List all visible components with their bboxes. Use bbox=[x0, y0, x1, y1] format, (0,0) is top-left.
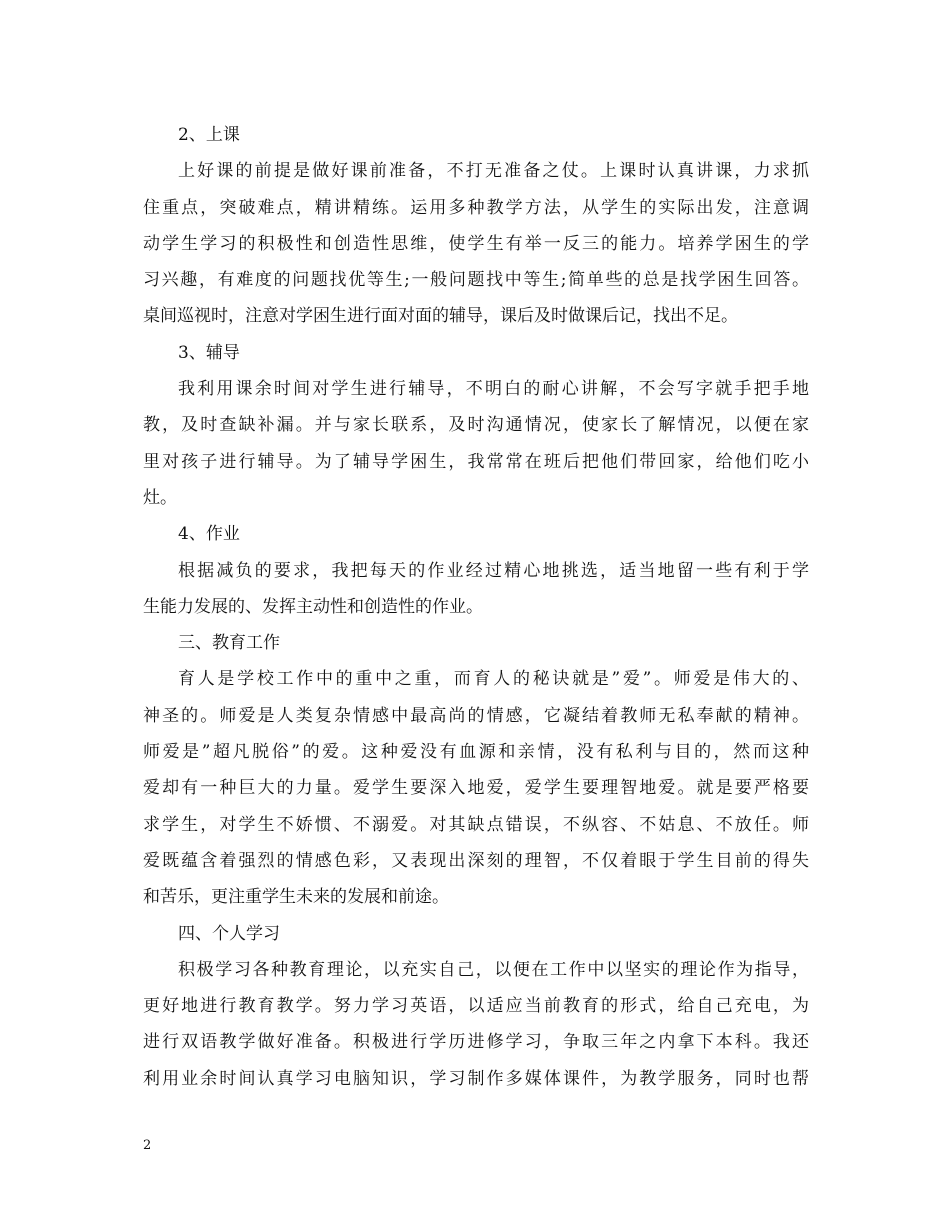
paragraph-line: 上好课的前提是做好课前准备，不打无准备之仗。上课时认真讲课，力求抓 bbox=[178, 161, 809, 182]
body-paragraph bbox=[143, 553, 809, 626]
paragraph-line: 里对孩子进行辅导。为了辅导学困生，我常常在班后把他们带回家，给他们吃小 bbox=[143, 451, 809, 472]
section-heading bbox=[143, 916, 809, 952]
paragraph-line: 灶。 bbox=[143, 487, 177, 508]
body-paragraph bbox=[143, 153, 809, 334]
paragraph-line: 更好地进行教育教学。努力学习英语，以适应当前教育的形式，给自己充电，为 bbox=[143, 996, 809, 1017]
paragraph-line: 我利用课余时间对学生进行辅导，不明白的耐心讲解，不会写字就手把手地 bbox=[178, 379, 809, 400]
body-paragraph bbox=[143, 661, 809, 915]
paragraph-line: 积极学习各种教育理论，以充实自己，以便在工作中以坚实的理论作为指导， bbox=[178, 959, 809, 980]
paragraph-line: 利用业余时间认真学习电脑知识，学习制作多媒体课件，为教学服务，同时也帮 bbox=[143, 1068, 809, 1089]
section-heading bbox=[143, 625, 809, 661]
section-heading bbox=[143, 117, 809, 153]
section-heading bbox=[143, 516, 809, 552]
page-number: 2 bbox=[143, 1138, 152, 1153]
paragraph-line: 根据减负的要求，我把每天的作业经过精心地挑选，适当地留一些有利于学 bbox=[178, 560, 809, 581]
paragraph-line: 求学生，对学生不娇惯、不溺爱。对其缺点错误，不纵容、不姑息、不放任。师 bbox=[143, 814, 809, 835]
heading-line: 三、教育工作 bbox=[178, 633, 280, 654]
paragraph-line: 爱却有一种巨大的力量。爱学生要深入地爱，爱学生要理智地爱。就是要严格要 bbox=[143, 778, 809, 799]
paragraph-line: 神圣的。师爱是人类复杂情感中最高尚的情感，它凝结着教师无私奉献的精神。 bbox=[143, 705, 809, 726]
paragraph-line: 和苦乐，更注重学生未来的发展和前途。 bbox=[143, 887, 449, 908]
body-paragraph bbox=[143, 952, 809, 1097]
paragraph-line: 桌间巡视时，注意对学困生进行面对面的辅导，课后及时做课后记，找出不足。 bbox=[143, 306, 738, 327]
paragraph-line: 爱既蕴含着强烈的情感色彩，又表现出深刻的理智，不仅着眼于学生目前的得失 bbox=[143, 850, 809, 871]
paragraph-line: 育人是学校工作中的重中之重，而育人的秘诀就是”爱”。师爱是伟大的、 bbox=[178, 669, 809, 690]
paragraph-line: 生能力发展的、发挥主动性和创造性的作业。 bbox=[143, 596, 483, 617]
paragraph-line: 教，及时查缺补漏。并与家长联系，及时沟通情况，使家长了解情况，以便在家 bbox=[143, 415, 809, 436]
paragraph-line: 进行双语教学做好准备。积极进行学历进修学习，争取三年之内拿下本科。我还 bbox=[143, 1032, 809, 1053]
heading-line: 3、辅导 bbox=[178, 342, 240, 363]
section-heading bbox=[143, 335, 809, 371]
document-body bbox=[143, 117, 809, 1097]
paragraph-line: 师爱是”超凡脱俗”的爱。这种爱没有血源和亲情，没有私利与目的，然而这种 bbox=[143, 742, 809, 763]
heading-line: 2、上课 bbox=[178, 125, 240, 145]
paragraph-line: 动学生学习的积极性和创造性思维，使学生有举一反三的能力。培养学困生的学 bbox=[143, 233, 809, 254]
body-paragraph bbox=[143, 371, 809, 516]
heading-line: 四、个人学习 bbox=[178, 923, 280, 944]
paragraph-line: 住重点，突破难点，精讲精练。运用多种教学方法，从学生的实际出发，注意调 bbox=[143, 197, 809, 218]
paragraph-line: 习兴趣，有难度的问题找优等生;一般问题找中等生;简单些的总是找学困生回答。 bbox=[143, 270, 809, 291]
heading-line: 4、作业 bbox=[178, 524, 240, 545]
